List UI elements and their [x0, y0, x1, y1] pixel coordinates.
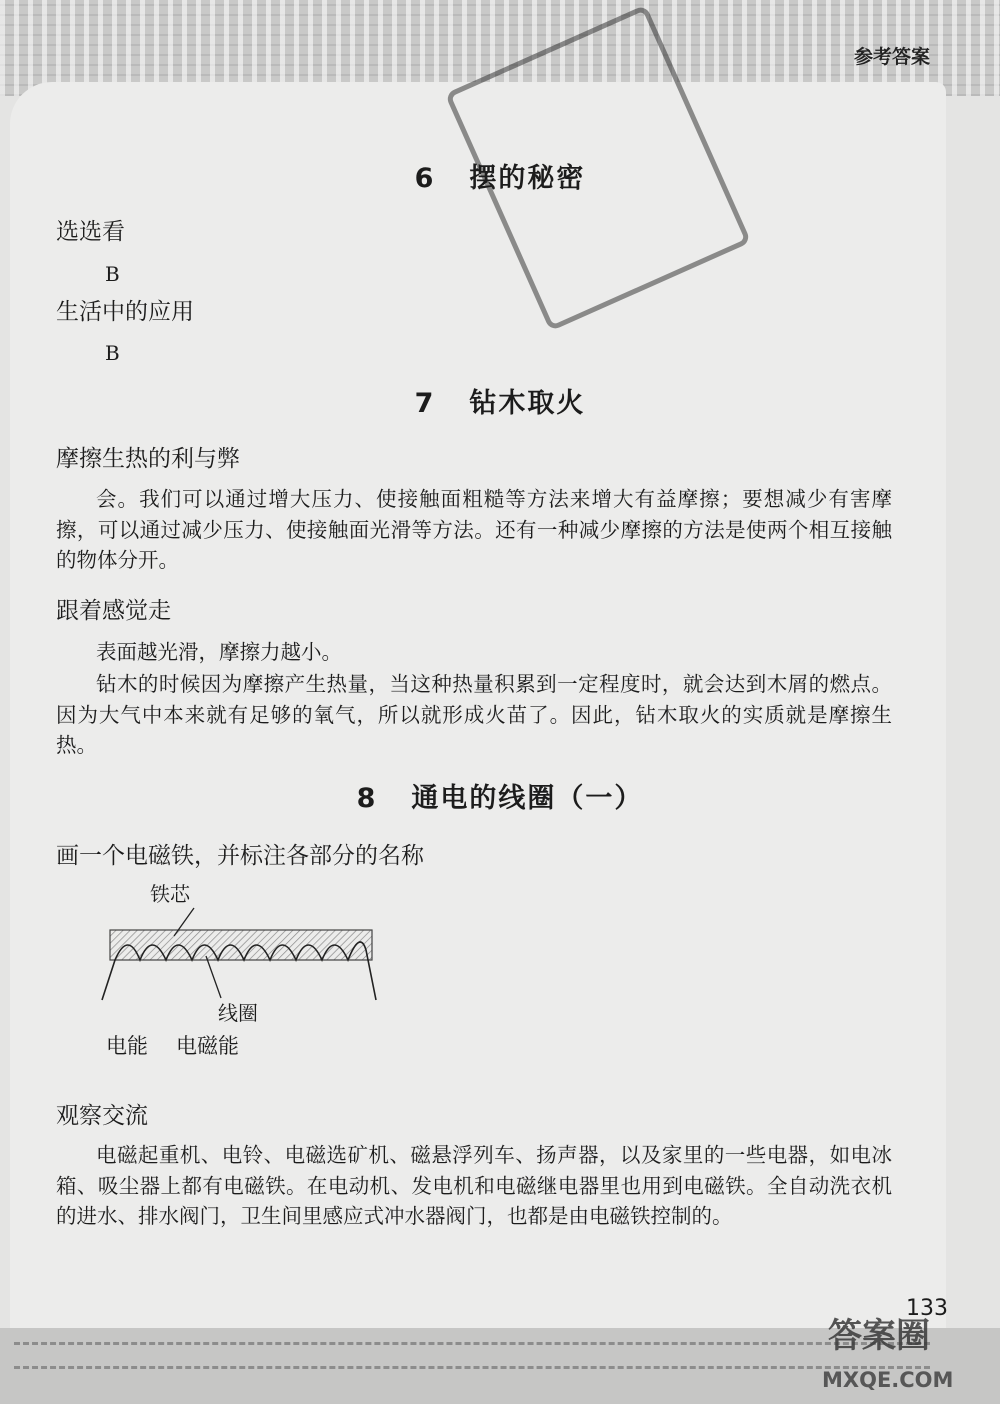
answer-paragraph [56, 1140, 892, 1232]
answer-text: B [105, 341, 120, 365]
section-name: 钻木取火 [469, 388, 586, 419]
question-title: 跟着感觉走 [56, 598, 171, 624]
answer-text: 会。我们可以通过增大压力、使接触面粗糙等方法来增大有益摩擦；要想减少有害摩擦，可以通过减少压力、使接触面光滑等方法。还有一种减少摩擦的方法是使两个相互接触的物体分开。 [56, 487, 892, 572]
energy-label: 电能 [106, 1034, 148, 1058]
watermark-logo: 答案圈 [828, 1316, 930, 1356]
section-title [0, 156, 1000, 195]
question-title: 观察交流 [56, 1103, 148, 1129]
section-number: 7 [414, 388, 436, 419]
watermark-url: MXQE.COM [822, 1368, 954, 1392]
footer-divider [14, 1342, 930, 1345]
answer-text: B [105, 262, 120, 286]
section-title [0, 381, 1000, 420]
section-number: 6 [414, 163, 436, 194]
energy-label: 电磁能 [176, 1034, 239, 1058]
question-title: 摩擦生热的利与弊 [56, 446, 240, 472]
answer-paragraph [56, 669, 892, 761]
coil-pointer [206, 956, 221, 998]
footer-divider [14, 1366, 930, 1369]
answer-text: 表面越光滑，摩擦力越小。 [96, 640, 342, 664]
question-title: 选选看 [56, 219, 125, 245]
section-name: 通电的线圈（一） [411, 783, 644, 814]
answer-text: 钻木的时候因为摩擦产生热量，当这种热量积累到一定程度时，就会达到木屑的燃点。因为大气中本来就有足够的氧气，所以就形成火苗了。因此，钻木取火的实质就是摩擦生热。 [56, 672, 892, 757]
answer-text: 电磁起重机、电铃、电磁选矿机、磁悬浮列车、扬声器，以及家里的一些电器，如电冰箱、吸尘器上都有电磁铁。在电动机、发电机和电磁继电器里也用到电磁铁。全自动洗衣机的进水、排水阀门，卫生间里感应式冲水器阀门，也都是由电磁铁控制的。 [56, 1143, 892, 1228]
header-label: 参考答案 [853, 46, 930, 68]
question-title: 生活中的应用 [56, 299, 194, 325]
question-title: 画一个电磁铁，并标注各部分的名称 [56, 843, 424, 869]
answer-paragraph [56, 484, 892, 576]
section-number: 8 [356, 783, 378, 814]
section-title [0, 776, 1000, 815]
section-name: 摆的秘密 [469, 163, 586, 194]
page-number: 133 [906, 1296, 948, 1321]
core-label: 铁芯 [150, 882, 190, 906]
answer-paragraph [56, 637, 892, 668]
coil-label: 线圈 [218, 1001, 258, 1025]
